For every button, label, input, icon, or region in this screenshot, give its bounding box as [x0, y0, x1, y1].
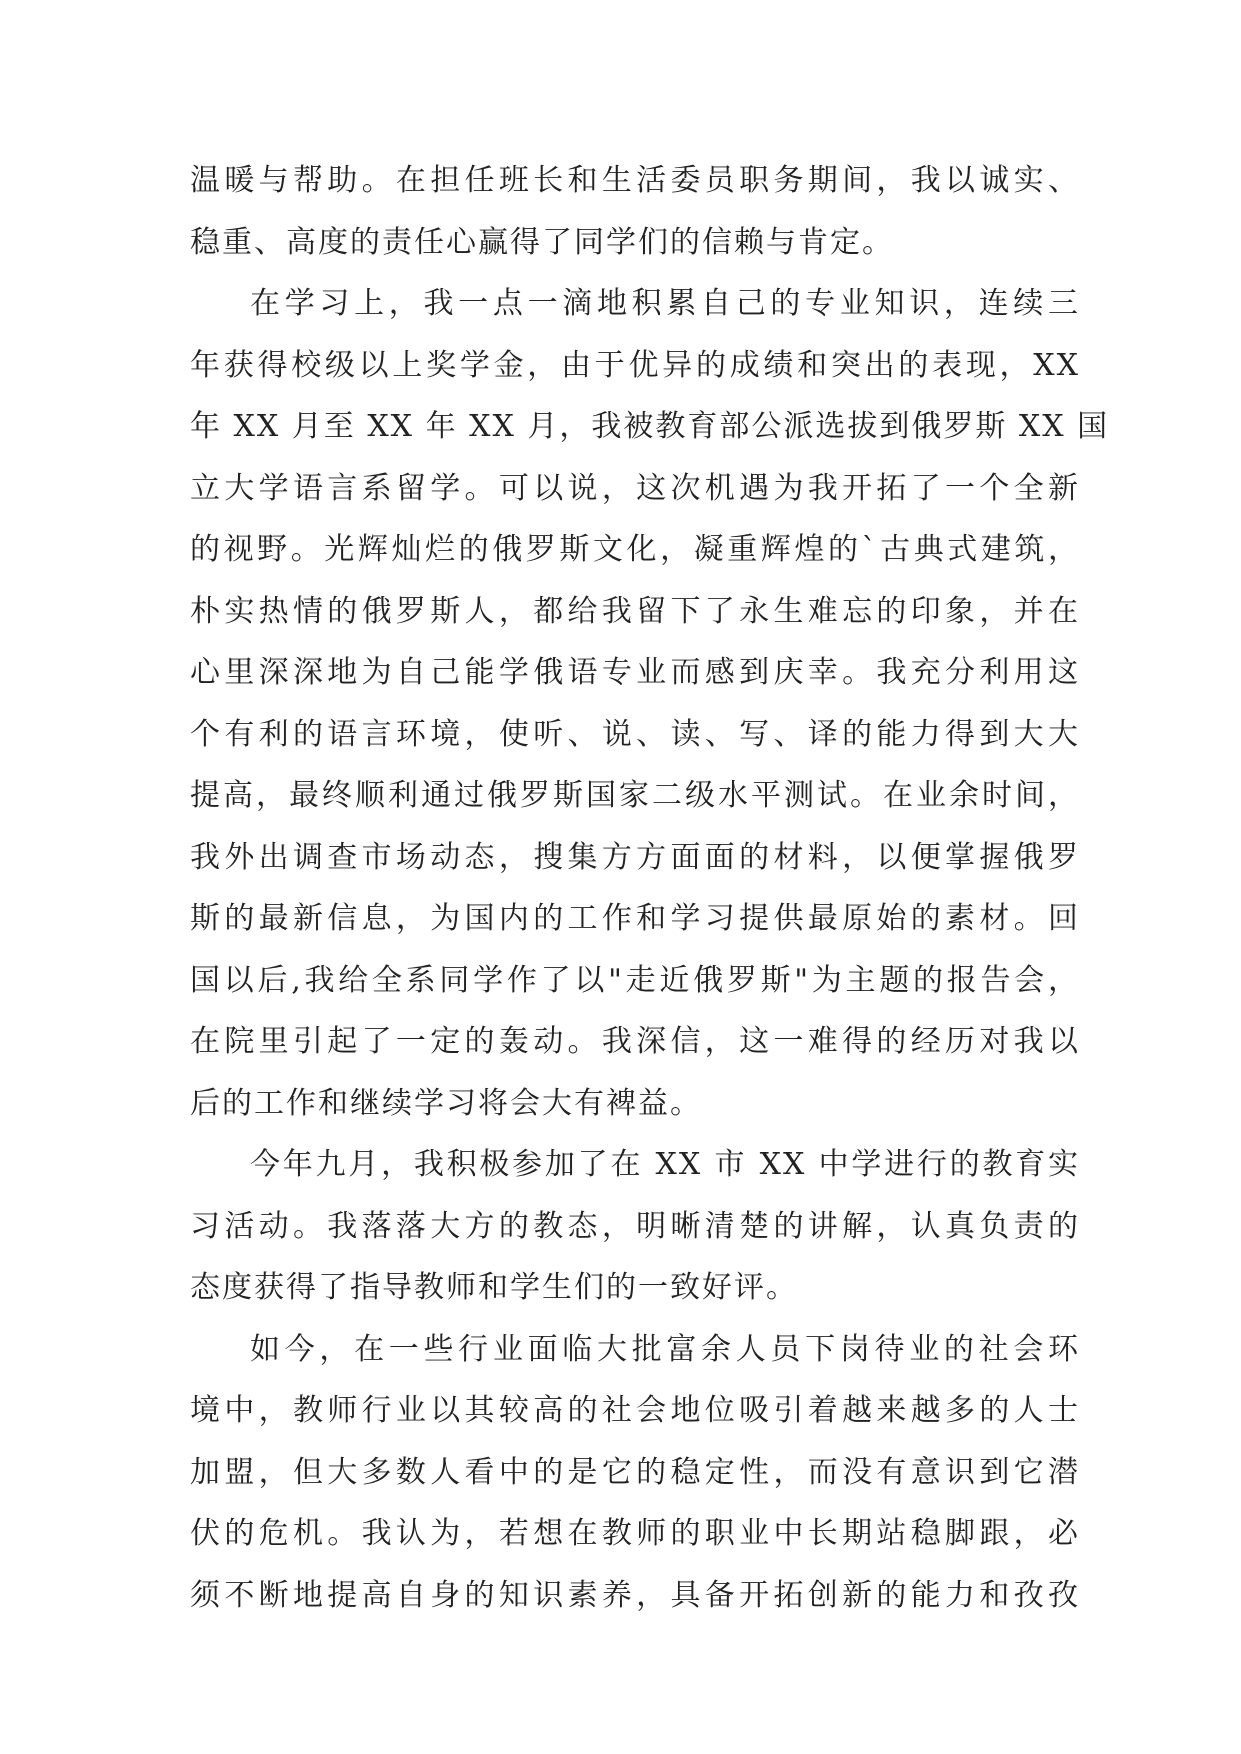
- paragraph-2-line-13: 在院里引起了一定的轰动。我深信，这一难得的经历对我以: [190, 1024, 1080, 1059]
- paragraph-2-line-5: 的视野。光辉灿烂的俄罗斯文化，凝重辉煌的`古典式建筑，: [190, 532, 1080, 567]
- paragraph-4-line-2: 境中，教师行业以其较高的社会地位吸引着越来越多的人士: [190, 1393, 1080, 1428]
- paragraph-3-line-2: 习活动。我落落大方的教态，明晰清楚的讲解，认真负责的: [190, 1208, 1080, 1244]
- paragraph-3-line-3: 态度获得了指导教师和学生们的一致好评。: [190, 1270, 798, 1305]
- paragraph-4-line-5: 须不断地提高自身的知识素养，具备开拓创新的能力和孜孜: [190, 1577, 1080, 1613]
- paragraph-2-line-12: 国以后,我给全系同学作了以"走近俄罗斯"为主题的报告会，: [190, 962, 1080, 998]
- paragraph-4-line-1: 如今，在一些行业面临大批富余人员下岗待业的社会环: [250, 1331, 1080, 1367]
- paragraph-2-line-2: 年获得校级以上奖学金，由于优异的成绩和突出的表现，XX: [190, 347, 1080, 383]
- paragraph-2-line-9: 提高，最终顺利通过俄罗斯国家二级水平测试。在业余时间，: [190, 778, 1080, 813]
- document-body: [190, 150, 1110, 1626]
- paragraph-4-line-4: 伏的危机。我认为，若想在教师的职业中长期站稳脚跟，必: [190, 1516, 1080, 1551]
- paragraph-2-line-8: 个有利的语言环境，使听、说、读、写、译的能力得到大大: [190, 716, 1080, 752]
- paragraph-2-line-14: 后的工作和继续学习将会大有裨益。: [190, 1085, 702, 1121]
- paragraph-2-line-3: 年 XX 月至 XX 年 XX 月，我被教育部公派选拔到俄罗斯 XX 国: [190, 409, 1110, 444]
- paragraph-2-line-4: 立大学语言系留学。可以说，这次机遇为我开拓了一个全新: [190, 470, 1080, 506]
- paragraph-2-line-6: 朴实热情的俄罗斯人，都给我留下了永生难忘的印象，并在: [190, 593, 1080, 629]
- paragraph-1-line-1: 温暖与帮助。在担任班长和生活委员职务期间，我以诚实、: [190, 163, 1080, 198]
- paragraph-2-line-1: 在学习上，我一点一滴地积累自己的专业知识，连续三: [250, 286, 1080, 321]
- paragraph-2-line-10: 我外出调查市场动态，搜集方方面面的材料，以便掌握俄罗: [190, 839, 1080, 875]
- paragraph-3-line-1: 今年九月，我积极参加了在 XX 市 XX 中学进行的教育实: [250, 1147, 1080, 1182]
- paragraph-2-line-11: 斯的最新信息，为国内的工作和学习提供最原始的素材。回: [190, 901, 1080, 936]
- paragraph-2-line-7: 心里深深地为自己能学俄语专业而感到庆幸。我充分利用这: [190, 655, 1080, 690]
- paragraph-1-line-2: 稳重、高度的责任心赢得了同学们的信赖与肯定。: [190, 224, 894, 260]
- paragraph-4-line-3: 加盟，但大多数人看中的是它的稳定性，而没有意识到它潜: [190, 1454, 1080, 1490]
